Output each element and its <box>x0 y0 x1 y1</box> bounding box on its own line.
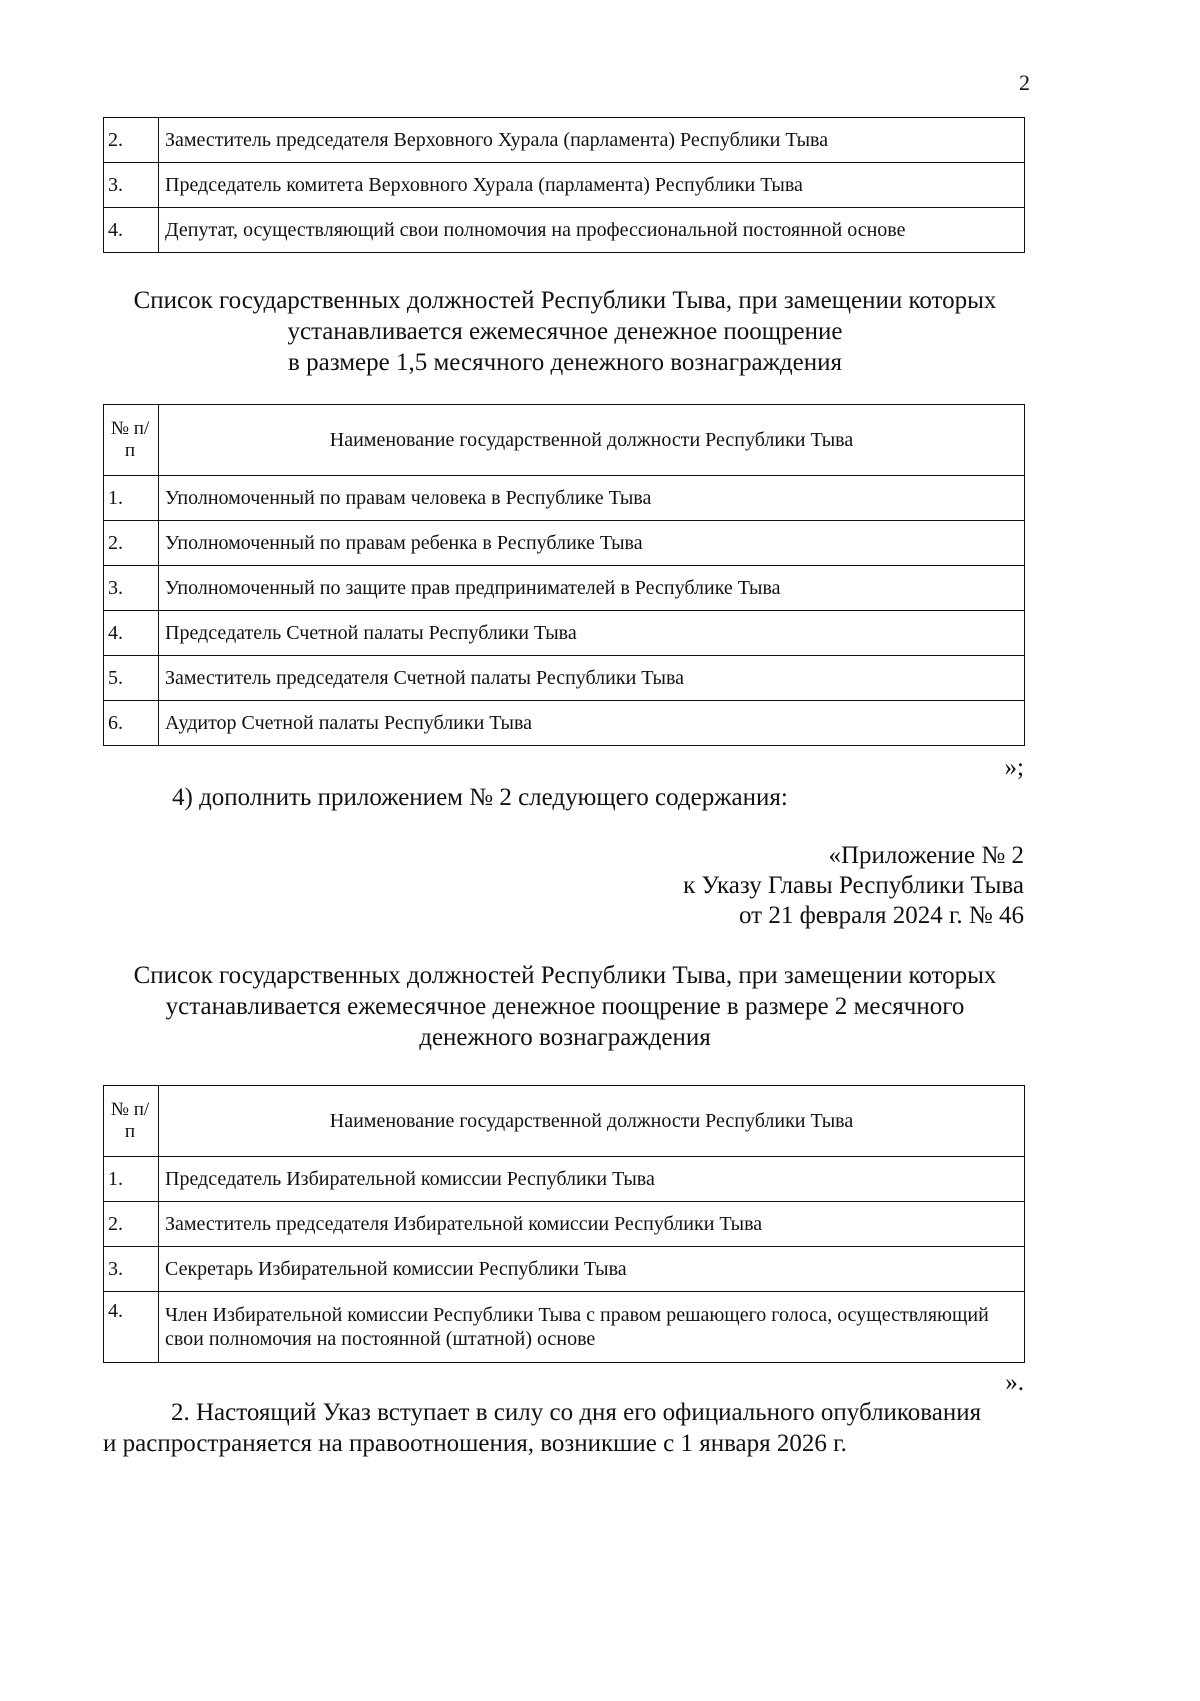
position-title: Депутат, осуществляющий свои полномочия на профессиональной постоянной основе <box>159 208 1025 253</box>
table-row <box>104 521 1025 566</box>
position-title: Заместитель председателя Избирательной комиссии Республики Тыва <box>159 1202 1025 1247</box>
closing-quote: ». <box>1005 1369 1024 1396</box>
table-row <box>104 656 1025 701</box>
row-number: 4. <box>104 208 159 253</box>
position-title: Председатель комитета Верховного Хурала (парламента) Республики Тыва <box>159 163 1025 208</box>
section1-table <box>103 404 1025 746</box>
position-title: Уполномоченный по правам ребенка в Республике Тыва <box>159 521 1025 566</box>
table-row <box>104 1292 1025 1363</box>
item-4-text: 4) дополнить приложением № 2 следующего содержания: <box>172 784 788 811</box>
table-row <box>104 1157 1025 1202</box>
table-header <box>104 1086 1025 1157</box>
heading-line: в размере 1,5 месячного денежного вознаграждения <box>288 349 842 376</box>
position-title: Заместитель председателя Счетной палаты Республики Тыва <box>159 656 1025 701</box>
row-number: 2. <box>104 1202 159 1247</box>
position-title: Заместитель председателя Верховного Хурала (парламента) Республики Тыва <box>159 118 1025 163</box>
row-number: 4. <box>104 1292 159 1363</box>
table-row <box>104 118 1025 163</box>
table-row <box>104 1247 1025 1292</box>
table-row <box>104 208 1025 253</box>
section2-heading <box>100 960 1030 1053</box>
appendix-line: к Указу Главы Республики Тыва <box>683 872 1024 899</box>
header-num: № п/п <box>104 405 159 476</box>
positions-table-continued <box>103 117 1025 253</box>
appendix-header <box>683 841 1024 931</box>
header-num: № п/п <box>104 1086 159 1157</box>
closing-quote: »; <box>1004 754 1024 781</box>
final-paragraph <box>103 1397 1025 1459</box>
table-row <box>104 476 1025 521</box>
paragraph-line: 2. Настоящий Указ вступает в силу со дня его официального опубликования <box>171 1399 982 1426</box>
appendix-line: «Приложение № 2 <box>828 842 1024 869</box>
section1-heading <box>100 285 1030 378</box>
appendix-line: от 21 февраля 2024 г. № 46 <box>738 902 1024 929</box>
row-number: 5. <box>104 656 159 701</box>
position-title: Председатель Избирательной комиссии Республики Тыва <box>159 1157 1025 1202</box>
row-number: 3. <box>104 566 159 611</box>
table-row <box>104 163 1025 208</box>
row-number: 1. <box>104 476 159 521</box>
position-title: Аудитор Счетной палаты Республики Тыва <box>159 701 1025 746</box>
row-number: 2. <box>104 521 159 566</box>
row-number: 4. <box>104 611 159 656</box>
table-row <box>104 611 1025 656</box>
header-title: Наименование государственной должности Республики Тыва <box>159 405 1025 476</box>
table-row <box>104 566 1025 611</box>
heading-line: Список государственных должностей Республики Тыва, при замещении которых <box>133 287 997 314</box>
heading-line: Список государственных должностей Республики Тыва, при замещении которых <box>133 962 997 989</box>
heading-line: денежного вознаграждения <box>419 1024 711 1051</box>
table-row <box>104 1202 1025 1247</box>
section2-table <box>103 1085 1025 1363</box>
heading-line: устанавливается ежемесячное денежное поощрение в размере 2 месячного <box>165 993 965 1020</box>
row-number: 1. <box>104 1157 159 1202</box>
position-title: Уполномоченный по защите прав предпринимателей в Республике Тыва <box>159 566 1025 611</box>
position-title: Член Избирательной комиссии Республики Тыва с правом решающего голоса, осуществляющий свои полномочия на постоянной (штатной) основе <box>159 1292 1025 1363</box>
paragraph-line: и распространяется на правоотношения, возникшие с 1 января 2026 г. <box>103 1430 847 1457</box>
page-number: 2 <box>1019 70 1030 95</box>
row-number: 6. <box>104 701 159 746</box>
row-number: 3. <box>104 1247 159 1292</box>
row-number: 2. <box>104 118 159 163</box>
position-title: Секретарь Избирательной комиссии Республики Тыва <box>159 1247 1025 1292</box>
table-row <box>104 701 1025 746</box>
header-title: Наименование государственной должности Республики Тыва <box>159 1086 1025 1157</box>
position-title: Уполномоченный по правам человека в Республике Тыва <box>159 476 1025 521</box>
position-title: Председатель Счетной палаты Республики Тыва <box>159 611 1025 656</box>
heading-line: устанавливается ежемесячное денежное поощрение <box>287 318 843 345</box>
table-header <box>104 405 1025 476</box>
row-number: 3. <box>104 163 159 208</box>
